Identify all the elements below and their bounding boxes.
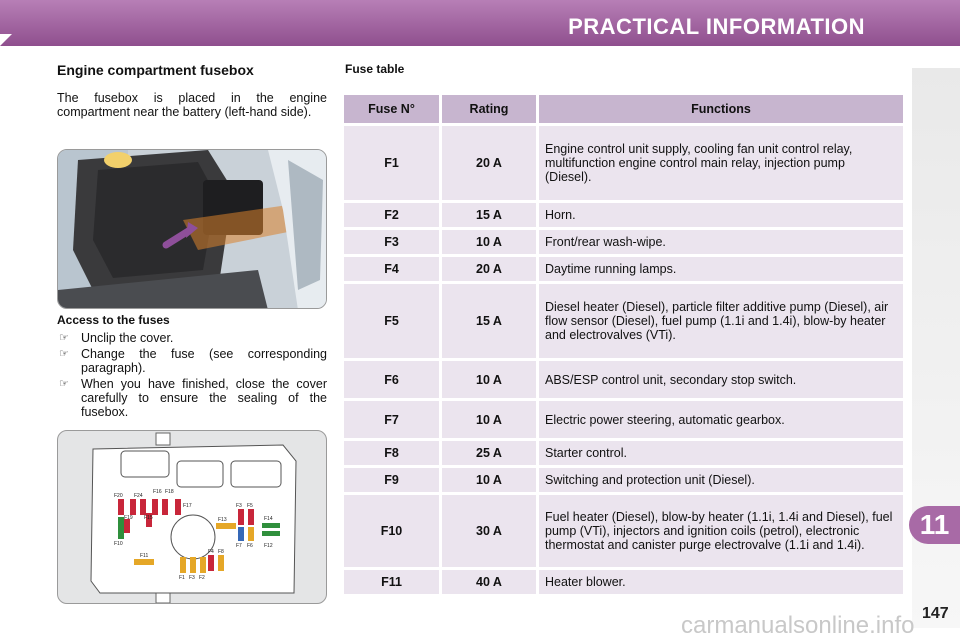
side-margin-strip: [912, 68, 960, 628]
fuse-label: F14: [264, 516, 273, 522]
fuse-cell: F2: [344, 203, 439, 227]
function-cell: Daytime running lamps.: [536, 257, 903, 281]
fuse-cell: F6: [344, 361, 439, 398]
column-header-fuse: Fuse N°: [344, 95, 439, 123]
section-title: Engine compartment fusebox: [57, 62, 254, 78]
fuse-label: F24: [134, 493, 143, 499]
rating-cell: 20 A: [439, 257, 536, 281]
rating-cell: 30 A: [439, 495, 536, 567]
table-row: [344, 441, 903, 465]
rating-cell: 10 A: [439, 230, 536, 254]
fuse-cell: F9: [344, 468, 439, 492]
fuse-label: F12: [264, 543, 273, 549]
fusebox-illustration: [58, 431, 327, 604]
fuse-cell: F10: [344, 495, 439, 567]
rating-cell: 10 A: [439, 401, 536, 438]
list-item: [57, 347, 327, 375]
table-header-row: [344, 95, 903, 123]
fuse-cell: F1: [344, 126, 439, 200]
fuse-cell: F11: [344, 570, 439, 594]
function-cell: Electric power steering, automatic gearbox.: [536, 401, 903, 438]
fuse-table: [344, 92, 903, 597]
table-row: [344, 495, 903, 567]
access-title: Access to the fuses: [57, 313, 170, 327]
fuse-label: F13: [218, 517, 227, 523]
function-cell: Switching and protection unit (Diesel).: [536, 468, 903, 492]
column-header-functions: Functions: [536, 95, 903, 123]
fuse-cell: F5: [344, 284, 439, 358]
table-row: [344, 230, 903, 254]
fuse-label: F8: [218, 549, 224, 555]
fuse-label: F11: [140, 553, 149, 559]
rating-cell: 10 A: [439, 361, 536, 398]
fuse-label: F3: [189, 575, 195, 581]
rating-cell: 20 A: [439, 126, 536, 200]
fuse-label: F2: [199, 575, 205, 581]
access-instructions: [57, 313, 327, 421]
table-row: [344, 401, 903, 438]
fuse-label: F16: [153, 489, 162, 495]
chapter-tab: 11: [909, 506, 960, 544]
engine-bay-photo: [57, 149, 327, 309]
fuse-label: F19: [124, 515, 133, 521]
table-row: [344, 468, 903, 492]
function-cell: Horn.: [536, 203, 903, 227]
fuse-label: F20: [114, 493, 123, 499]
rating-cell: 15 A: [439, 284, 536, 358]
access-steps-list: [57, 331, 327, 419]
step-text: When you have finished, close the cover carefully to ensure the sealing of the fusebox.: [81, 377, 327, 419]
column-header-rating: Rating: [439, 95, 536, 123]
step-text: Unclip the cover.: [81, 331, 174, 345]
fuse-label: F10: [114, 541, 123, 547]
fuse-cell: F4: [344, 257, 439, 281]
fuse-label: F1: [179, 575, 185, 581]
fusebox-diagram: [57, 430, 327, 604]
fuse-label: F5: [247, 503, 253, 509]
pointing-hand-icon: ☞: [59, 348, 69, 360]
fuse-label: F3: [236, 503, 242, 509]
function-cell: Starter control.: [536, 441, 903, 465]
rating-cell: 40 A: [439, 570, 536, 594]
intro-paragraph: The fusebox is placed in the engine compartment near the battery (left-hand side).: [57, 91, 327, 119]
fuse-label: F15: [144, 515, 153, 521]
table-row: [344, 284, 903, 358]
fuse-label: F6: [247, 543, 253, 549]
fuse-label: F7: [236, 543, 242, 549]
rating-cell: 15 A: [439, 203, 536, 227]
table-row: [344, 570, 903, 594]
function-cell: Heater blower.: [536, 570, 903, 594]
function-cell: ABS/ESP control unit, secondary stop switch.: [536, 361, 903, 398]
rating-cell: 25 A: [439, 441, 536, 465]
table-row: [344, 203, 903, 227]
list-item: [57, 331, 327, 345]
fuse-label: F18: [165, 489, 174, 495]
page-header-title: PRACTICAL INFORMATION: [568, 14, 865, 39]
pointing-hand-icon: ☞: [59, 378, 69, 390]
page-number: 147: [922, 605, 949, 622]
watermark: carmanualsonline.info: [681, 612, 915, 639]
fuse-cell: F7: [344, 401, 439, 438]
table-row: [344, 257, 903, 281]
rating-cell: 10 A: [439, 468, 536, 492]
fuse-cell: F8: [344, 441, 439, 465]
fuse-cell: F3: [344, 230, 439, 254]
function-cell: Diesel heater (Diesel), particle filter additive pump (Diesel), air flow sensor (Diesel), fuel pump (1.1i and 1.4i), blow-by heater and electrovalves (VTi).: [536, 284, 903, 358]
pointing-hand-icon: ☞: [59, 332, 69, 344]
function-cell: Fuel heater (Diesel), blow-by heater (1.1i, 1.4i and Diesel), fuel pump (VTi), injectors and ignition coils (petrol), electronic thermostat and canister purge electrovalve (1.1i and 1.4i).: [536, 495, 903, 567]
step-text: Change the fuse (see corresponding paragraph).: [81, 347, 327, 375]
table-row: [344, 361, 903, 398]
engine-bay-illustration: [58, 150, 327, 309]
table-title: Fuse table: [345, 62, 405, 76]
fuse-label: F17: [183, 503, 192, 509]
function-cell: Front/rear wash-wipe.: [536, 230, 903, 254]
left-column: [57, 62, 327, 119]
table-row: [344, 126, 903, 200]
function-cell: Engine control unit supply, cooling fan unit control relay, multifunction engine control main relay, injection pump (Diesel).: [536, 126, 903, 200]
fuse-label: F4: [208, 549, 214, 555]
list-item: [57, 377, 327, 419]
